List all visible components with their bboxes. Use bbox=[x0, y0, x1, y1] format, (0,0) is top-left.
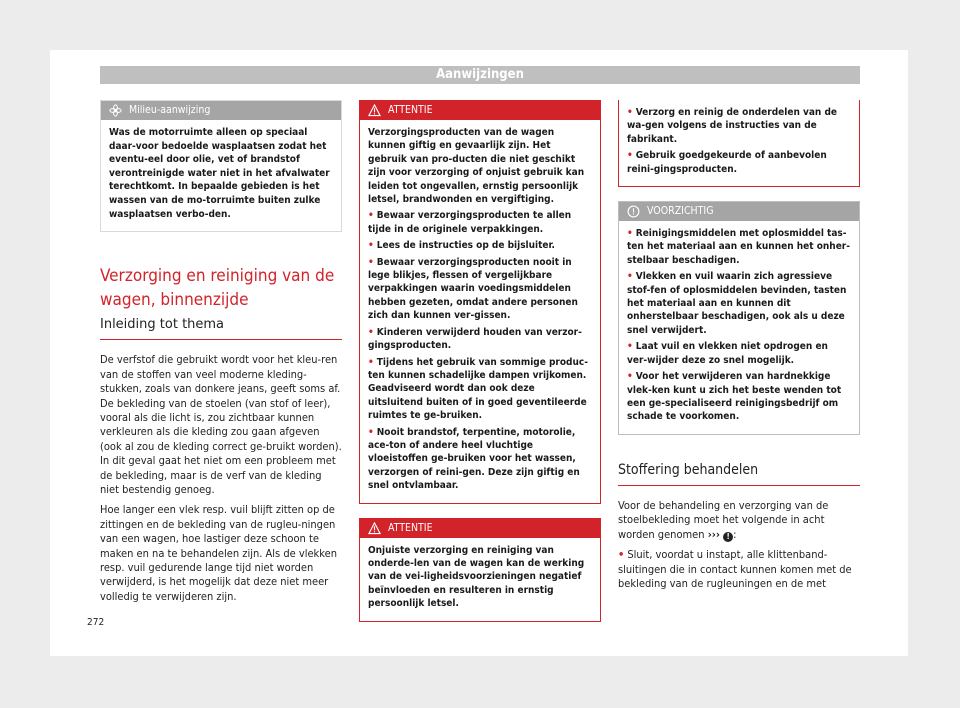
list-item: • Laat vuil en vlekken niet opdrogen en ver-wijder deze zo snel mogelijk. bbox=[627, 341, 828, 366]
paragraph: Voor de behandeling en verzorging van de stoelbekleding moet het volgende in acht worden genomen ››› ! : bbox=[618, 498, 829, 541]
warning-triangle-icon bbox=[368, 522, 381, 535]
environment-note bbox=[100, 100, 342, 232]
right-column bbox=[618, 100, 860, 597]
list-item: • Vlekken en vuil waarin zich agressieve stof-fen of oplosmiddelen bevinden, tasten het materiaal aan en kunnen dit onherstelbaar beschadigen, ook als u deze snel verwijdert. bbox=[627, 271, 847, 336]
paragraph: Hoe langer een vlek resp. vuil blijft zitten op de zittingen en de bekleding van de rugleu-ningen van een wagen, hoe lastiger deze schoon te maken en na te behandelen zijn. Als de vlekken resp. vuil gedurende lange tijd niet worden verwijderd, is het mogelijk dat deze niet meer volledig te verwijderen zijn. bbox=[100, 503, 337, 603]
warning-box bbox=[359, 518, 601, 622]
environment-note-header bbox=[101, 101, 341, 120]
paragraph: • Sluit, voordat u instapt, alle klittenband-sluitingen die in contact kunnen komen met de bekleding van de rugleuningen en de met bbox=[618, 548, 852, 590]
section-heading-block bbox=[618, 463, 860, 486]
list-item: • Nooit brandstof, terpentine, motorolie, ace-ton of andere heel vluchtige vloeistoffen ge-bruiken voor het wassen, verzorgen of reini-gen. Deze zijn giftig en snel ontvlambaar. bbox=[368, 426, 580, 492]
list-item: • Voor het verwijderen van hardnekkige vlek-ken kunt u zich het beste wenden tot een ge-specialiseerd reinigingsbedrijf om schade te voorkomen. bbox=[627, 371, 842, 423]
warning-header bbox=[360, 101, 600, 120]
section-title: Stoffering behandelen bbox=[618, 461, 759, 478]
cross-reference-link[interactable]: ››› bbox=[707, 527, 720, 541]
page-header: Aanwijzingen bbox=[100, 66, 860, 84]
list-item: • Bewaar verzorgingsproducten nooit in lege blikjes, flessen of vergelijkbare verpakkingen waarin voedingsmiddelen hebben gezeten, omdat andere personen zich dan kunnen ver-gissen. bbox=[368, 256, 578, 322]
caution-title: VOORZICHTIG bbox=[647, 205, 714, 218]
warning-text: Onjuiste verzorging en reiniging van onderde-len van de wagen kan de werking van de vei-ligheidsvoorzieningen negatief beïnvloeden en resulteren in ernstig persoonlijk letsel. bbox=[368, 544, 585, 610]
caution-header bbox=[619, 202, 859, 221]
warning-header bbox=[360, 519, 600, 538]
info-circle-icon: ! bbox=[723, 532, 733, 542]
flower-icon bbox=[109, 104, 122, 117]
caution-circle-icon bbox=[627, 205, 640, 218]
list-item: • Gebruik goedgekeurde of aanbevolen reini-gingsproducten. bbox=[627, 150, 827, 175]
list-item: • Kinderen verwijderd houden van verzor-gingsproducten. bbox=[368, 326, 582, 352]
list-item: • Tijdens het gebruik van sommige produc-ten kunnen schadelijke dampen vrijkomen. Geadviseerd wordt dan ook deze uitsluitend buiten of in goed geventileerde ruimtes te ge-bruiken. bbox=[368, 356, 588, 422]
section-heading-block bbox=[100, 264, 342, 340]
subsection-title: Inleiding tot thema bbox=[100, 317, 225, 333]
middle-column bbox=[359, 100, 601, 622]
left-body-text bbox=[100, 353, 342, 604]
paragraph: De verfstof die gebruikt wordt voor het kleu-ren van de stoffen van veel moderne kleding-stukken, zoals van donkere jeans, geeft soms af. De bekleding van de stoelen (van stof of leer), vooral als die licht is, zou zichtbaar kunnen verkleuren als die kleding zou gaan afgeven (ook al zou de kleding correct ge-bruikt worden). In dit geval gaat het niet om een probleem met de bekleding, maar is de verf van de kleding niet bestendig genoeg. bbox=[100, 353, 342, 497]
caution-box bbox=[618, 201, 860, 435]
list-item: • Verzorg en reinig de onderdelen van de wa-gen volgens de instructies van de fabrikant. bbox=[627, 107, 837, 145]
left-column bbox=[100, 100, 342, 610]
warning-intro: Verzorgingsproducten van de wagen kunnen giftig en gevaarlijk zijn. Het gebruik van pro-ducten die niet geschikt zijn voor verzorging of onjuist gebruik kan leiden tot ongevallen, ernstig persoonlijk letsel, brandwonden en vergiftiging. bbox=[368, 127, 585, 206]
list-item: • Lees de instructies op de bijsluiter. bbox=[368, 240, 555, 252]
section-title: Verzorging en reiniging van de wagen, binnenzijde bbox=[100, 266, 335, 311]
list-item: • Bewaar verzorgingsproducten te allen tijde in de originele verpakkingen. bbox=[368, 210, 572, 235]
warning-continuation-box bbox=[618, 100, 860, 187]
warning-title: ATTENTIE bbox=[388, 104, 433, 116]
list-item: • Reinigingsmiddelen met oplosmiddel tas-ten het materiaal aan en kunnen het onher-stelbaar beschadigen. bbox=[627, 228, 850, 266]
page-number: 272 bbox=[87, 617, 105, 628]
environment-note-text: Was de motorruimte alleen op speciaal daar-voor bedoelde wasplaatsen zodat het eventu-eel door olie, vet of brandstof verontreinigde water niet in het afvalwater terechtkomt. In bepaalde gebieden is het wassen van de mo-torruimte buiten zulke wasplaatsen verbo-den. bbox=[109, 127, 330, 220]
warning-title: ATTENTIE bbox=[388, 521, 433, 534]
right-body-text bbox=[618, 499, 860, 591]
warning-triangle-icon bbox=[368, 104, 381, 117]
environment-note-title: Milieu-aanwijzing bbox=[129, 104, 211, 116]
warning-box bbox=[359, 100, 601, 504]
